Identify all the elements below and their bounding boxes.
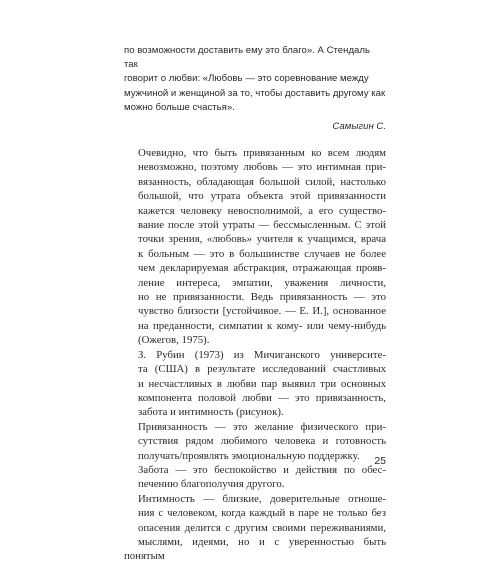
main-text (124, 146, 386, 564)
text-line: опасения делится с другим своими переживаниями, (138, 521, 386, 534)
text-line: мыслями, идеями, но и с уверенностью быть понятым (124, 535, 386, 563)
text-line: Очевидно, что быть привязанным ко всем людям (138, 147, 386, 159)
text-line: З. Рубин (1973) из Мичиганского университе- (138, 348, 386, 361)
text-line: на преданности, симпатии к кому- или чему-нибудь (138, 319, 386, 332)
quote-line: можно больше счастья». (124, 101, 235, 113)
text-line: кажется человеку невосполнимой, а его существо- (138, 204, 386, 217)
text-line: но не привязанности. Ведь привязанность — это (138, 291, 386, 304)
text-line: забота и интимность (рисунок). (138, 406, 284, 419)
text-line: к больным — это в большинстве случаев не более (138, 247, 386, 260)
text-line: вязанность, обладающая большой силой, настолько (138, 175, 386, 188)
paragraph-3 (124, 420, 386, 463)
text-line: невозможно, поэтому любовь — это интимная при- (138, 161, 386, 174)
epigraph-quote (124, 44, 386, 134)
text-line: вание после этой утраты — бессмысленным. С этой (138, 219, 386, 232)
text-line: и несчастливых в любви пар выявил три основных (138, 377, 386, 390)
quote-line: мужчиной и женщиной за то, чтобы доставить другому как (124, 87, 386, 99)
text-line: ния с человеком, когда каждый в паре не только без (138, 507, 386, 520)
paragraph-5 (124, 492, 386, 564)
text-line: (Ожегов, 1975). (138, 334, 210, 347)
text-line: чем декларируемая абстракция, отражающая прояв- (138, 262, 386, 275)
text-line: Забота — это беспокойство и действия по обес- (138, 463, 386, 476)
text-line: Интимность — близкие, доверительные отноше- (138, 492, 386, 505)
paragraph-1 (124, 146, 386, 348)
text-line: получать/проявлять эмоциональную поддержку. (138, 449, 360, 462)
text-line: Привязанность — это желание физического при- (138, 420, 386, 433)
text-line: чувство близости [устойчивое. — Е. И.], основанное (138, 305, 386, 318)
text-line: большой, что утрата объекта этой привязанности (138, 190, 386, 203)
text-line: точки зрения, «любовь» учителя к учащимся, врача (138, 233, 386, 246)
paragraph-2 (124, 348, 386, 420)
text-line: ление интереса, эмпатии, уважения личности, (138, 276, 386, 289)
quote-line: по возможности доставить ему это благо». А Стендаль так (124, 45, 370, 71)
text-line: печению благополучия другого. (138, 478, 285, 491)
quote-author: Самыгин С. (332, 121, 386, 133)
text-line: та (США) в результате исследований счастливых (138, 363, 386, 376)
page-number: 25 (374, 455, 386, 467)
quote-line: говорит о любви: «Любовь — это соревнование между (124, 73, 369, 85)
text-line: сутствия рядом любимого человека и готовность (138, 435, 386, 448)
paragraph-4 (124, 463, 386, 492)
text-line: компонента половой любви — это привязанность, (138, 391, 386, 404)
